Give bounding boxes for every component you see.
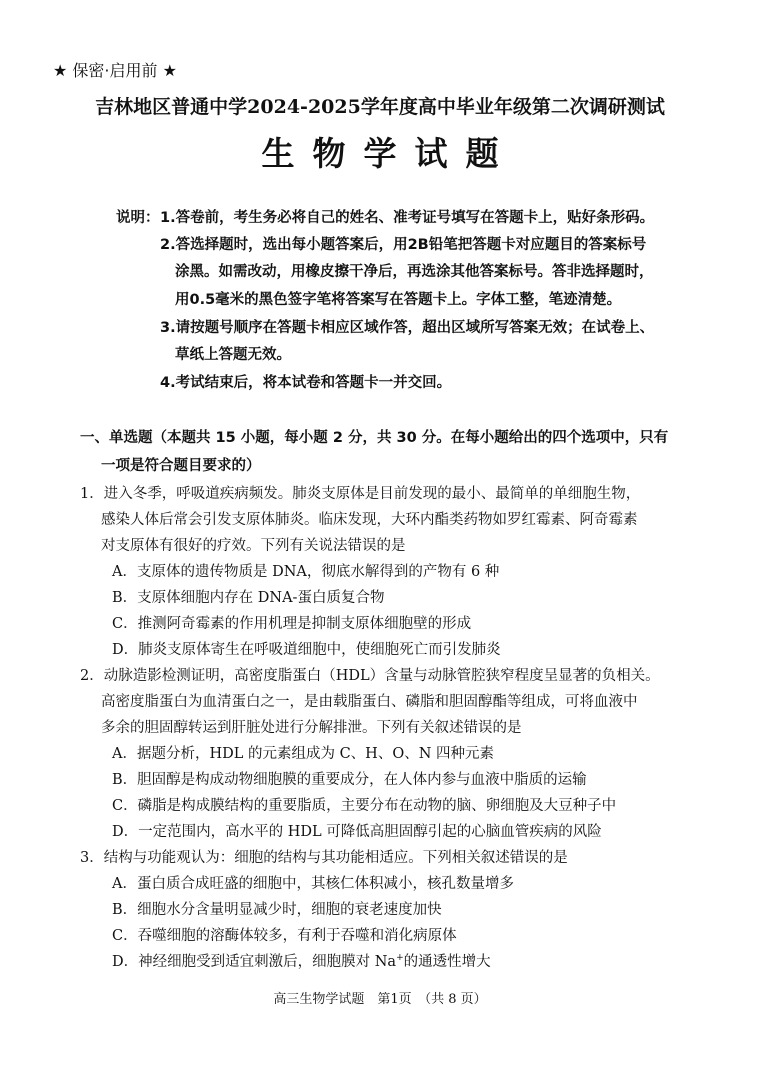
question-stem: 1．进入冬季，呼吸道疾病频发。肺炎支原体是目前发现的最小、最简单的单细胞生物， — [80, 486, 641, 502]
page-footer: 高三生物学试题 第1页 （共 8 页） — [273, 992, 487, 1007]
exam-title: 吉林地区普通中学2024-2025学年度高中毕业年级第二次调研测试 — [95, 96, 665, 118]
option-b: B．细胞水分含量明显减少时，细胞的衰老速度加快 — [112, 902, 442, 918]
option-a: A．支原体的遗传物质是 DNA，彻底水解得到的产物有 6 种 — [112, 564, 500, 580]
instruction-line: 1.答卷前，考生务必将自己的姓名、准考证号填写在答题卡上，贴好条形码。 — [160, 210, 655, 226]
option-d-text: D．神经细胞受到适宜刺激后，细胞膜对 Na — [112, 954, 397, 970]
instruction-line: 2.答选择题时，选出每小题答案后，用2B铅笔把答题卡对应题目的答案标号 — [160, 237, 647, 253]
question-stem: 2．动脉造影检测证明，高密度脂蛋白（HDL）含量与动脉管腔狭窄程度呈显著的负相关。 — [80, 668, 660, 684]
option-c: C．磷脂是构成膜结构的重要脂质，主要分布在动物的脑、卵细胞及大豆种子中 — [112, 798, 617, 814]
question-stem: 多余的胆固醇转运到肝脏处进行分解排泄。下列有关叙述错误的是 — [101, 720, 522, 736]
option-c: C．吞噬细胞的溶酶体较多，有利于吞噬和消化病原体 — [112, 928, 457, 944]
option-d-text-end: 的通透性增大 — [403, 954, 491, 970]
option-d — [112, 950, 491, 971]
option-d: D．肺炎支原体寄生在呼吸道细胞中，使细胞死亡而引发肺炎 — [112, 642, 501, 658]
subject-title: 生物学试题 — [261, 134, 517, 173]
question-stem: 对支原体有很好的疗效。下列有关说法错误的是 — [101, 538, 406, 554]
instruction-line: 涂黑。如需改动，用橡皮擦干净后，再选涂其他答案标号。答非选择题时， — [175, 264, 654, 280]
option-b: B．支原体细胞内存在 DNA-蛋白质复合物 — [112, 590, 385, 606]
option-a: A．蛋白质合成旺盛的细胞中，其核仁体积减小，核孔数量增多 — [112, 876, 514, 892]
option-c: C．推测阿奇霉素的作用机理是抑制支原体细胞壁的形成 — [112, 616, 472, 632]
confidential-mark: ★ 保密·启用前 ★ — [53, 61, 177, 80]
option-a: A．据题分析，HDL 的元素组成为 C、H、O、N 四种元素 — [112, 746, 495, 762]
instruction-line: 3.请按题号顺序在答题卡相应区域作答，超出区域所写答案无效；在试卷上、 — [160, 320, 655, 336]
section-heading-line: 一、单选题（本题共 15 小题，每小题 2 分，共 30 分。在每小题给出的四个选项中，只有 — [80, 430, 669, 446]
superscript-plus: + — [396, 953, 404, 964]
question-stem: 高密度脂蛋白为血清蛋白之一，是由载脂蛋白、磷脂和胆固醇酯等组成，可将血液中 — [101, 694, 638, 710]
option-d: D．一定范围内，高水平的 HDL 可降低高胆固醇引起的心脑血管疾病的风险 — [112, 824, 602, 840]
instruction-line: 草纸上答题无效。 — [175, 347, 291, 363]
instruction-line: 4.考试结束后，将本试卷和答题卡一并交回。 — [160, 375, 452, 391]
option-b: B．胆固醇是构成动物细胞膜的重要成分，在人体内参与血液中脂质的运输 — [112, 772, 587, 788]
question-stem: 感染人体后常会引发支原体肺炎。临床发现，大环内酯类药物如罗红霉素、阿奇霉素 — [101, 512, 638, 528]
section-heading-line: 一项是符合题目要求的） — [101, 458, 261, 474]
question-stem: 3．结构与功能观认为：细胞的结构与其功能相适应。下列相关叙述错误的是 — [80, 850, 568, 866]
instructions-lead: 说明： — [116, 210, 160, 226]
instruction-line: 用0.5毫米的黑色签字笔将答案写在答题卡上。字体工整，笔迹清楚。 — [175, 292, 622, 308]
